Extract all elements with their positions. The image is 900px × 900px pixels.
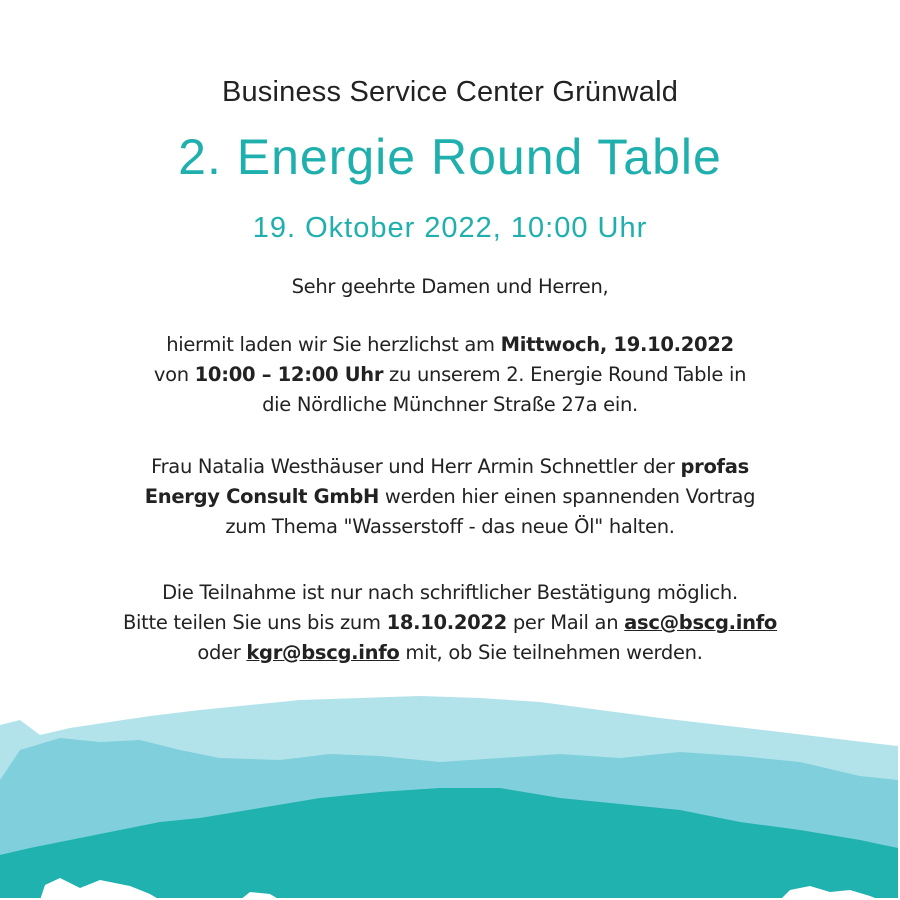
text: hiermit laden wir Sie herzlichst am xyxy=(166,333,501,356)
email-link-asc[interactable]: asc@bscg.info xyxy=(624,611,778,634)
registration-paragraph xyxy=(0,578,900,668)
registration-line-1: Die Teilnahme ist nur nach schriftlicher Bestätigung möglich. xyxy=(162,581,738,604)
registration-deadline: 18.10.2022 xyxy=(386,611,507,634)
company-name: Energy Consult GmbH xyxy=(144,485,380,508)
email-link-kgr[interactable]: kgr@bscg.info xyxy=(246,641,400,664)
text: Bitte teilen Sie uns bis zum xyxy=(122,611,387,634)
speakers-paragraph xyxy=(0,452,900,542)
company-name: profas xyxy=(680,455,749,478)
organization-name: Business Service Center Grünwald xyxy=(221,76,679,108)
speakers-line-2 xyxy=(0,482,900,512)
text: werden hier einen spannenden Vortrag xyxy=(379,485,756,508)
text: von xyxy=(153,363,195,386)
invitation-line-1 xyxy=(0,330,900,360)
text: zu unserem 2. Energie Round Table in xyxy=(383,363,747,386)
greeting: Sehr geehrte Damen und Herren, xyxy=(291,275,609,298)
invitation-line-2 xyxy=(0,360,900,390)
event-time: 10:00 – 12:00 Uhr xyxy=(194,363,384,386)
invitation-line-3: die Nördliche Münchner Straße 27a ein. xyxy=(262,393,638,416)
event-weekday-date: Mittwoch, 19.10.2022 xyxy=(500,333,734,356)
speakers-line-3: zum Thema "Wasserstoff - das neue Öl" halten. xyxy=(225,515,675,538)
text: mit, ob Sie teilnehmen werden. xyxy=(399,641,703,664)
event-date: 19. Oktober 2022, 10:00 Uhr xyxy=(252,212,648,244)
text: oder xyxy=(197,641,247,664)
registration-line-2 xyxy=(0,608,900,638)
text: Frau Natalia Westhäuser und Herr Armin Schnettler der xyxy=(151,455,681,478)
event-title: 2. Energie Round Table xyxy=(178,129,722,185)
speakers-line-1 xyxy=(0,452,900,482)
invitation-paragraph xyxy=(0,330,900,420)
registration-line-3 xyxy=(0,638,900,668)
watercolor-wave-decoration xyxy=(0,680,900,900)
text: per Mail an xyxy=(506,611,625,634)
